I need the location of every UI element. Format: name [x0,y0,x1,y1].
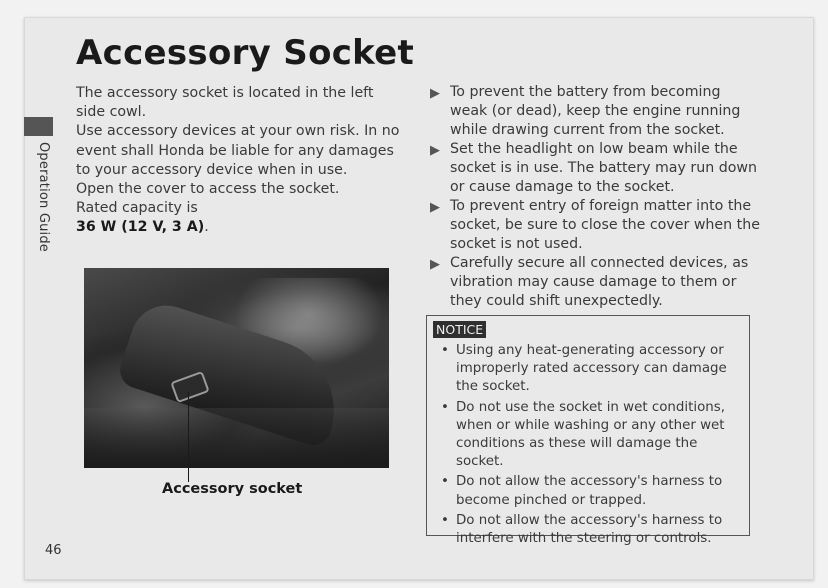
precaution-item [430,254,760,311]
bullet-dot-icon: • [441,512,449,528]
bullet-dot-icon: • [441,474,449,490]
intro-paragraph-rated: Rated capacity is [76,200,198,217]
rated-capacity-suffix: . [204,219,209,236]
callout-line-extension [188,468,189,482]
rated-capacity-value: 36 W (12 V, 3 A) [76,219,205,236]
precaution-item [430,83,760,140]
callout-line [188,392,189,468]
notice-text: Do not allow the accessory's harness to become pinched or trapped. [456,474,723,508]
page-title: Accessory Socket [76,33,415,73]
notice-list [439,342,744,550]
triangle-bullet-icon: ▶ [430,86,440,101]
notice-box [426,315,750,547]
precaution-text: To prevent the battery from becoming weak (or dead), keep the engine running while drawing current from the socket. [450,84,741,138]
bullet-dot-icon: • [441,399,449,415]
intro-text [76,84,406,238]
notice-item [439,399,744,472]
notice-item [439,473,744,509]
precaution-list [430,83,760,311]
precaution-text: Carefully secure all connected devices, as vibration may cause damage to them or they could shift unexpectedly. [450,255,749,309]
triangle-bullet-icon: ▶ [430,200,440,215]
precaution-text: To prevent entry of foreign matter into the socket, be sure to close the cover when the socket is not used. [450,198,760,252]
notice-item [439,512,744,548]
page-number: 46 [45,543,62,558]
precaution-text: Set the headlight on low beam while the socket is in use. The battery may run down or cause damage to the socket. [450,141,758,195]
intro-paragraph-open-cover: Open the cover to access the socket. [76,181,340,198]
notice-item [439,342,744,397]
precaution-item [430,140,760,197]
triangle-bullet-icon: ▶ [430,143,440,158]
bullet-dot-icon: • [441,343,449,358]
notice-label: NOTICE [433,321,486,338]
precaution-item [430,197,760,254]
section-tab-label: Operation Guide [36,142,51,253]
figure-caption: Accessory socket [162,481,303,497]
rated-capacity-line [76,218,406,237]
section-tab-marker [24,117,53,136]
intro-paragraph-disclaimer: Use accessory devices at your own risk. In no event shall Honda be liable for any damages to your accessory device when in use. [76,123,400,178]
notice-text: Do not allow the accessory's harness to interfere with the steering or controls. [456,512,723,547]
notice-text: Using any heat-generating accessory or improperly rated accessory can damage the socket. [456,343,727,395]
triangle-bullet-icon: ▶ [430,257,440,272]
notice-text: Do not use the socket in wet conditions, when or while washing or any other wet conditions as these will damage the socket. [456,399,725,470]
accessory-socket-photo [84,268,389,468]
intro-paragraph-location: The accessory socket is located in the left side cowl. [76,85,374,121]
photo-lower-shadow [84,408,389,468]
